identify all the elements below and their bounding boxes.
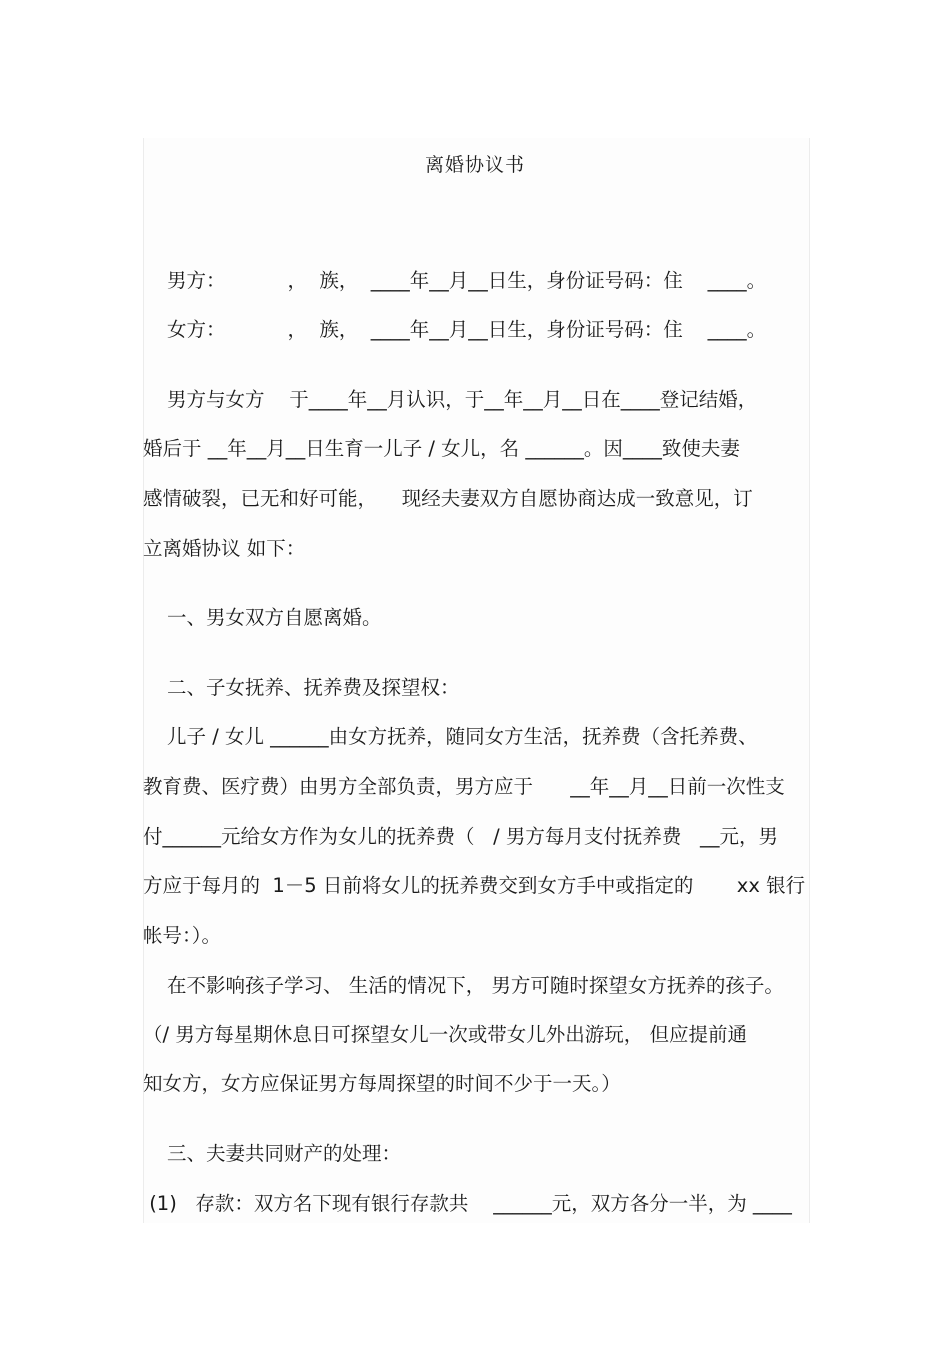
document-title: 离婚协议书 (424, 154, 525, 176)
section-heading-3: 三、夫妻共同财产的处理： (167, 1142, 402, 1165)
section-heading-1: 一、男女双方自愿离婚。 (167, 606, 382, 629)
paragraph-line: 感情破裂，已无和好可能， 现经夫妻双方自愿协商达成一致意见，订 (143, 487, 753, 510)
paragraph-line: 立离婚协议 如下： (143, 537, 306, 560)
paragraph-line: 教育费、医疗费）由男方全部负责，男方应于 __年__月__日前一次性支 (143, 775, 785, 798)
paragraph-line: 方应于每月的 1－5 日前将女儿的抚养费交到女方手中或指定的 xx 银行 (143, 874, 806, 897)
section-heading-2: 二、子女抚养、抚养费及探望权： (167, 676, 460, 699)
paragraph-line: 帐号：）。 (143, 924, 222, 947)
paragraph-line: 知女方，女方应保证男方每周探望的时间不少于一天。） (143, 1072, 621, 1095)
paragraph-line: 男方与女方 于____年__月认识，于__年__月__日在____登记结婚， (167, 388, 758, 411)
man-info-line: 男方： ， 族， ____年__月__日生，身份证号码：住 ____。 (167, 269, 767, 292)
woman-info-line: 女方： ， 族， ____年__月__日生，身份证号码：住 ____。 (167, 318, 767, 341)
paragraph-line: (1) 存款：双方名下现有银行存款共 ______元，双方各分一半，为 ____ (143, 1192, 792, 1215)
paragraph-line: 付______元给女方作为女儿的抚养费（ / 男方每月支付抚养费 __元，男 (143, 825, 778, 848)
paragraph-line: （/ 男方每星期休息日可探望女儿一次或带女儿外出游玩， 但应提前通 (143, 1023, 747, 1046)
paragraph-line: 儿子 / 女儿 ______由女方抚养，随同女方生活，抚养费（含托养费、 (167, 725, 758, 748)
paragraph-line: 在不影响孩子学习、 生活的情况下， 男方可随时探望女方抚养的孩子。 (167, 974, 784, 997)
paragraph-line: 婚后于 __年__月__日生育一儿子 / 女儿，名 ______。因____致使夫妻 (143, 437, 740, 460)
